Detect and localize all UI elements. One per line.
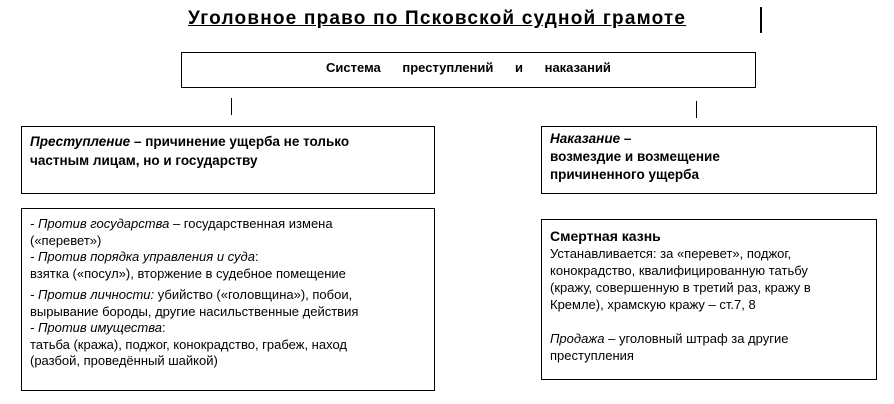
crime-order-head: - Против порядка управления и суда: [30, 249, 255, 264]
crime-property-line3: (разбой, проведённый шайкой): [30, 353, 218, 368]
punishment-def-line3: причиненного ущерба: [550, 167, 699, 182]
punishment-def-line2: возмездие и возмещение: [550, 149, 720, 164]
connector-right: [696, 101, 697, 118]
crime-dash: –: [130, 134, 146, 149]
punishment-definition-box: [541, 126, 877, 194]
crime-order-colon: :: [254, 249, 259, 264]
death-line3: (кражу, совершенную в третий раз, кражу в: [550, 280, 811, 295]
death-line1: Устанавливается: за «перевет», поджог,: [550, 246, 792, 261]
sale-term: Продажа: [550, 331, 605, 346]
crime-person-head: - Против личности:: [30, 287, 155, 302]
death-penalty-title: Смертная казнь: [550, 228, 661, 244]
crime-person-line2: вырывание бороды, другие насильственные действия: [30, 303, 359, 319]
crime-def-line1: причинение ущерба не только: [145, 134, 350, 149]
death-line2: конокрадство, квалифицированную татьбу: [550, 263, 808, 278]
crime-state-rest: – государственная измена: [169, 216, 333, 231]
sale-line2: преступления: [550, 348, 634, 363]
death-line4: Кремле), храмскую кражу – ст.7, 8: [550, 297, 756, 312]
crime-def-line2: частным лицам, но и государству: [30, 153, 258, 168]
crime-order-line2: взятка («посул»), вторжение в судебное помещение: [30, 265, 346, 281]
connector-left: [231, 98, 232, 115]
crime-person-rest: убийство («головщина»), побои,: [154, 287, 353, 302]
punishment-term: Наказание: [550, 131, 621, 146]
crime-state-line2: («перевет»): [30, 232, 102, 248]
sale-rest: – уголовный штраф за другие: [604, 331, 789, 346]
crime-property-colon: :: [161, 320, 166, 335]
text-cursor: [760, 7, 762, 33]
diagram-title: Уголовное право по Псковской судной грамоте: [188, 8, 687, 29]
punishment-dash: –: [620, 131, 632, 146]
crime-property-head: - Против имущества: [30, 320, 162, 335]
crimes-list-box: [21, 208, 435, 391]
crime-term: Преступление: [30, 134, 131, 149]
crime-property-line2: татьба (кража), поджог, конокрадство, грабеж, наход: [30, 336, 347, 352]
system-box: Система преступлений и наказаний: [181, 52, 756, 88]
crime-definition-box: [21, 126, 435, 194]
crime-state-head: - Против государства: [30, 216, 170, 231]
punishments-box: [541, 219, 877, 380]
